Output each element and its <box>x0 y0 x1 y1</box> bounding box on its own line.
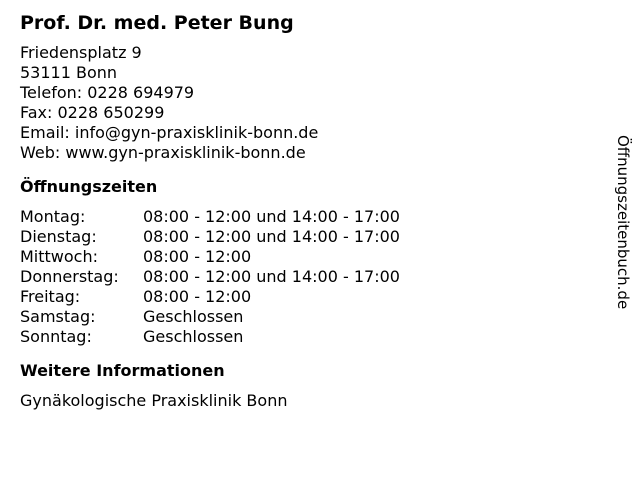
more-info-text: Gynäkologische Praxisklinik Bonn <box>20 391 288 410</box>
opening-hours-table <box>20 207 600 347</box>
hours-row-friday <box>20 287 600 307</box>
hours-row-sunday <box>20 327 600 347</box>
hours-value: Geschlossen <box>143 307 244 326</box>
hours-row-wednesday <box>20 247 600 267</box>
hours-row-saturday <box>20 307 600 327</box>
day-label: Dienstag: <box>20 227 97 246</box>
address-street: Friedensplatz 9 <box>20 43 142 62</box>
day-label: Samstag: <box>20 307 96 326</box>
day-label: Mittwoch: <box>20 247 98 266</box>
day-label: Sonntag: <box>20 327 92 346</box>
brand-watermark: Öffnungszeitenbuch.de <box>614 135 632 310</box>
web-link[interactable]: www.gyn-praxisklinik-bonn.de <box>65 143 306 162</box>
hours-value: Geschlossen <box>143 327 244 346</box>
web-label: Web: <box>20 143 66 162</box>
email-label: Email: <box>20 123 75 142</box>
hours-value: 08:00 - 12:00 und 14:00 - 17:00 <box>143 227 400 246</box>
hours-value: 08:00 - 12:00 <box>143 287 252 306</box>
practice-name: Prof. Dr. med. Peter Bung <box>20 12 294 34</box>
more-info-heading: Weitere Informationen <box>20 361 225 380</box>
hours-value: 08:00 - 12:00 und 14:00 - 17:00 <box>143 207 400 226</box>
opening-hours-heading: Öffnungszeiten <box>20 177 158 196</box>
phone-line: Telefon: 0228 694979 <box>20 83 195 102</box>
practice-card <box>20 10 600 411</box>
day-label: Donnerstag: <box>20 267 119 286</box>
hours-row-monday <box>20 207 600 227</box>
hours-row-thursday <box>20 267 600 287</box>
address-city: 53111 Bonn <box>20 63 118 82</box>
day-label: Freitag: <box>20 287 81 306</box>
web-line <box>20 143 600 163</box>
hours-value: 08:00 - 12:00 <box>143 247 252 266</box>
fax-line: Fax: 0228 650299 <box>20 103 165 122</box>
day-label: Montag: <box>20 207 86 226</box>
hours-value: 08:00 - 12:00 und 14:00 - 17:00 <box>143 267 400 286</box>
email-line <box>20 123 600 143</box>
hours-row-tuesday <box>20 227 600 247</box>
email-link[interactable]: info@gyn-praxisklinik-bonn.de <box>74 123 319 142</box>
